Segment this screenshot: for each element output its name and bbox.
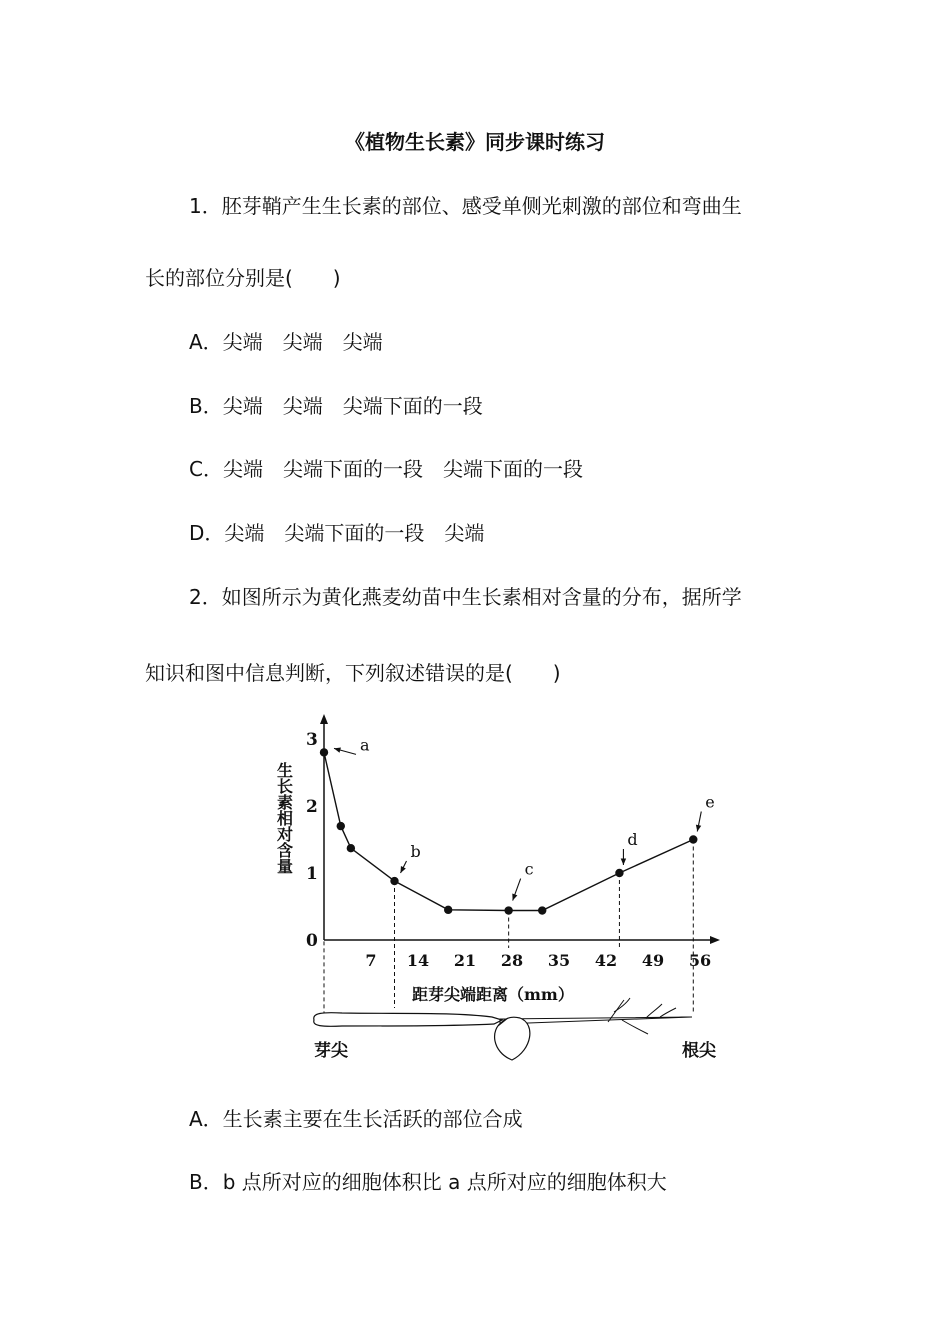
point-label-e: e: [705, 792, 715, 812]
q2-line2: 知识和图中信息判断，下列叙述错误的是( ): [145, 661, 561, 685]
point-label-a: a: [360, 735, 370, 755]
y-axis-title: 生长素相对含量: [274, 762, 294, 874]
x-axis-arrow: [710, 936, 720, 944]
arrowhead-c: [512, 894, 517, 901]
series-line: [324, 752, 693, 910]
point-label-d: d: [627, 830, 638, 849]
x-tick-35: 35: [547, 951, 571, 970]
arrowhead-e: [696, 825, 701, 832]
data-point-7: [615, 869, 623, 877]
page-title: 《植物生长素》同步课时练习: [345, 130, 605, 154]
x-tick-42: 42: [594, 951, 618, 970]
q1-option-c: C．尖端 尖端下面的一段 尖端下面的一段: [189, 457, 583, 481]
y-tick-2: 2: [306, 797, 318, 817]
x-tick-14: 14: [406, 951, 430, 970]
q1-line1: 1．胚芽鞘产生生长素的部位、感受单侧光刺激的部位和弯曲生: [189, 194, 742, 218]
data-points: [320, 735, 715, 914]
dashed-guides: [324, 752, 693, 1013]
x-tick-7: 7: [365, 951, 377, 970]
data-point-2: [347, 844, 355, 852]
label-root-tip: 根尖: [682, 1041, 716, 1061]
auxin-distribution-chart: [262, 708, 742, 1070]
y-tick-3: 3: [306, 730, 318, 750]
data-point-8: [689, 835, 697, 843]
q2-option-b: B．b 点所对应的细胞体积比 a 点所对应的细胞体积大: [189, 1170, 667, 1194]
label-bud-tip: 芽尖: [314, 1041, 348, 1061]
q1-option-d: D．尖端 尖端下面的一段 尖端: [189, 521, 485, 545]
data-point-4: [444, 906, 452, 914]
y-axis-arrow: [320, 714, 328, 724]
seedling-drawing: [314, 998, 692, 1060]
q1-option-b: B．尖端 尖端 尖端下面的一段: [189, 394, 483, 418]
x-axis-title: 距芽尖端距离（mm）: [412, 985, 574, 1004]
data-point-0: [320, 748, 328, 756]
data-point-6: [538, 906, 546, 914]
arrowhead-d: [621, 859, 626, 865]
data-point-5: [504, 906, 512, 914]
data-point-3: [390, 877, 398, 885]
x-tick-28: 28: [500, 951, 524, 970]
x-tick-49: 49: [641, 951, 665, 970]
q1-line2: 长的部位分别是( ): [145, 266, 341, 290]
point-label-b: b: [410, 842, 421, 862]
data-point-1: [337, 822, 345, 830]
q1-option-a: A．尖端 尖端 尖端: [189, 330, 383, 354]
q2-line1: 2．如图所示为黄化燕麦幼苗中生长素相对含量的分布，据所学: [189, 585, 742, 609]
x-tick-21: 21: [453, 951, 477, 970]
y-tick-1: 1: [306, 864, 318, 884]
y-tick-labels: [306, 730, 318, 951]
q2-option-a: A．生长素主要在生长活跃的部位合成: [189, 1107, 523, 1131]
y-tick-0: 0: [306, 931, 318, 951]
point-label-c: c: [524, 859, 534, 879]
x-tick-labels: [365, 951, 711, 970]
x-tick-56: 56: [688, 951, 712, 970]
